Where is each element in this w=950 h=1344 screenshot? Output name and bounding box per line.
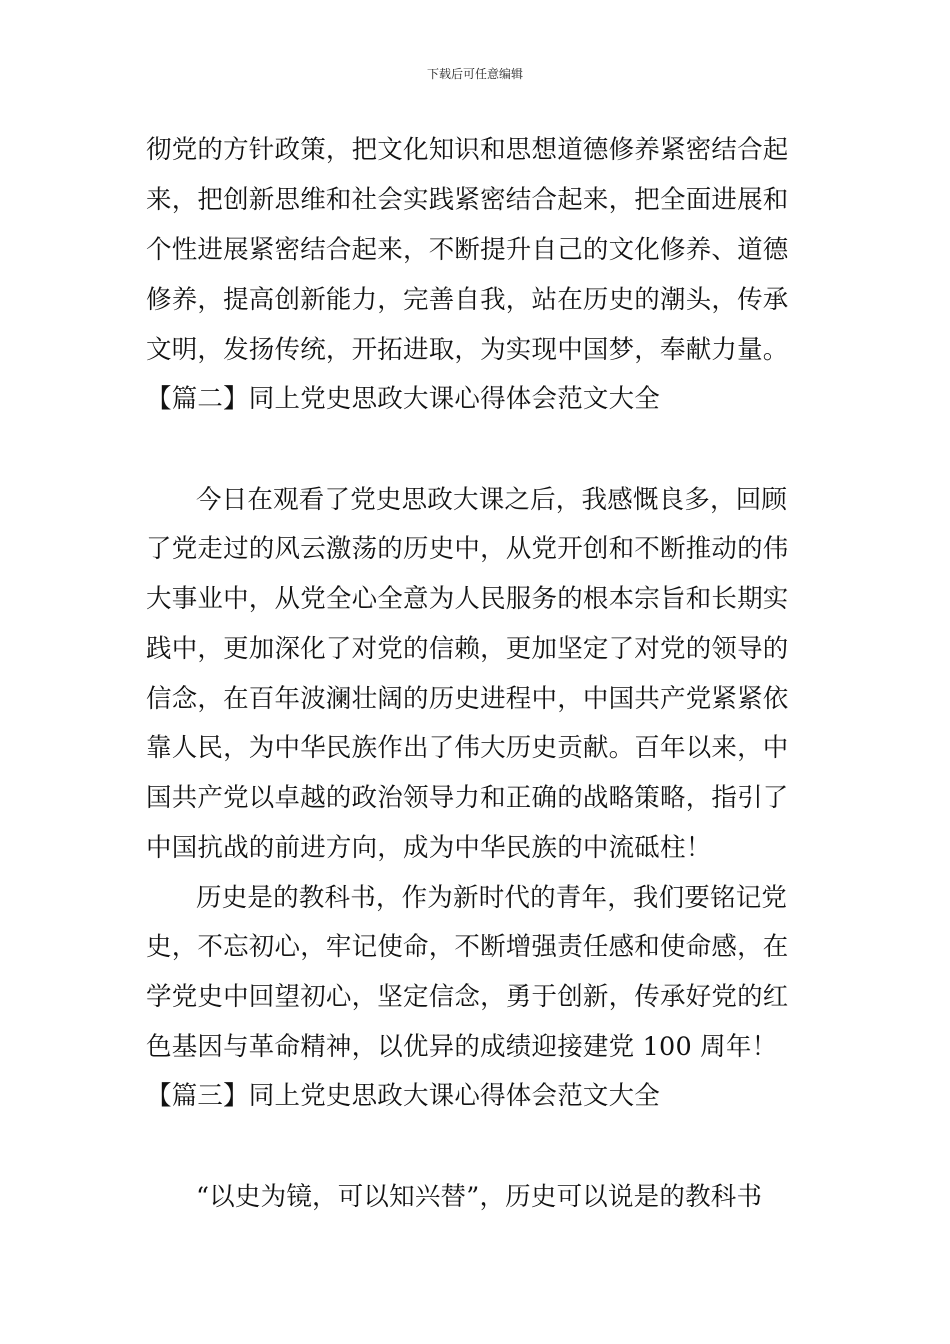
- paragraph-line: 修养，提高创新能力，完善自我，站在历史的潮头，传承: [146, 285, 789, 315]
- section-heading-2: 【篇二】同上党史思政大课心得体会范文大全: [146, 384, 661, 414]
- section-heading-3: 【篇三】同上党史思政大课心得体会范文大全: [146, 1081, 661, 1111]
- paragraph-line: 了党走过的风云激荡的历史中，从党开创和不断推动的伟: [146, 534, 789, 564]
- paragraph-line: 中国抗战的前进方向，成为中华民族的中流砥柱！: [146, 833, 712, 863]
- paragraph-line: 国共产党以卓越的政治领导力和正确的战略策略，指引了: [146, 783, 789, 813]
- paragraph-line: 文明，发扬传统，开拓进取，为实现中国梦，奉献力量。: [146, 335, 789, 365]
- paragraph-line: 个性进展紧密结合起来，不断提升自己的文化修养、道德: [146, 235, 789, 265]
- paragraph-line: 历史是的教科书，作为新时代的青年，我们要铭记党: [196, 883, 788, 913]
- paragraph-line: 靠人民，为中华民族作出了伟大历史贡献。百年以来，中: [146, 733, 789, 763]
- paragraph-line: 大事业中，从党全心全意为人民服务的根本宗旨和长期实: [146, 584, 789, 614]
- paragraph-line: 史，不忘初心，牢记使命，不断增强责任感和使命感，在: [146, 932, 789, 962]
- paragraph-line: 践中，更加深化了对党的信赖，更加坚定了对党的领导的: [146, 634, 789, 664]
- paragraph-line: 今日在观看了党史思政大课之后，我感慨良多，回顾: [196, 485, 788, 515]
- paragraph-line: 彻党的方针政策，把文化知识和思想道德修养紧密结合起: [146, 135, 789, 165]
- paragraph-line: “以史为镜，可以知兴替”，历史可以说是的教科书: [196, 1182, 763, 1212]
- paragraph-line: 色基因与革命精神，以优异的成绩迎接建党 100 周年！: [146, 1032, 778, 1062]
- paragraph-line: 学党史中回望初心，坚定信念，勇于创新，传承好党的红: [146, 982, 789, 1012]
- paragraph-line: 来，把创新思维和社会实践紧密结合起来，把全面进展和: [146, 185, 789, 215]
- page-header: 下载后可任意编辑: [426, 67, 523, 81]
- paragraph-line: 信念，在百年波澜壮阔的历史进程中，中国共产党紧紧依: [146, 684, 789, 714]
